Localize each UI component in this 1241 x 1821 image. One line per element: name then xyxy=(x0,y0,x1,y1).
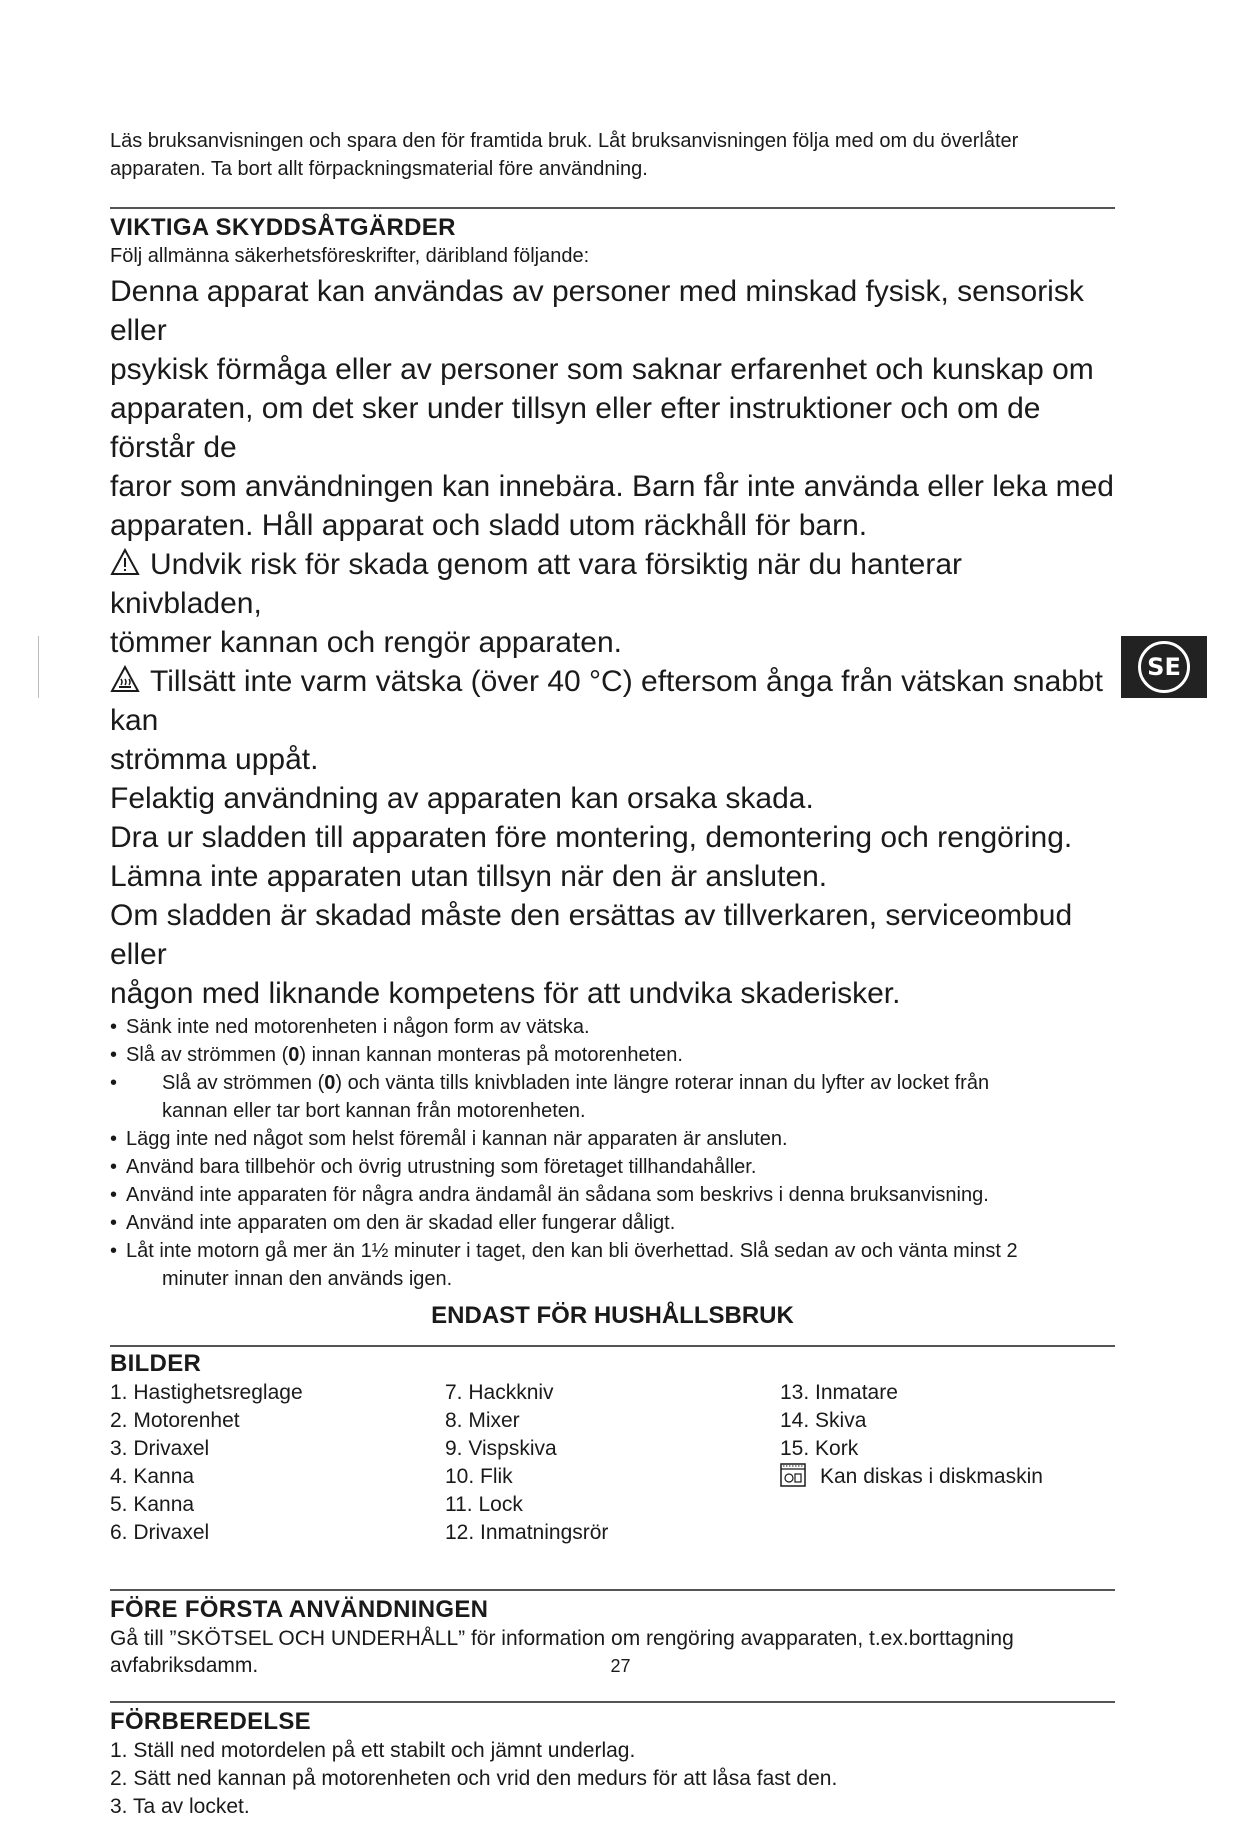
safety-line: psykisk förmåga eller av personer som saknar erfarenhet och kunskap om xyxy=(110,353,1094,386)
parts-column xyxy=(110,1379,445,1547)
list-item: 2. Sätt ned kannan på motorenheten och vrid den medurs för att låsa fast den. xyxy=(110,1767,838,1790)
list-item: • Slå av strömmen (0) innan kannan monteras på motorenheten. xyxy=(110,1044,683,1066)
safety-subheading: Följ allmänna säkerhetsföreskrifter, däribland följande: xyxy=(110,245,590,267)
list-item: • Sänk inte ned motorenheten i någon form av vätska. xyxy=(110,1016,590,1038)
safety-heading: VIKTIGA SKYDDSÅTGÄRDER xyxy=(110,214,456,241)
list-item: 13. Inmatare xyxy=(780,1381,898,1404)
list-item: • Använd inte apparaten för några andra ändamål än sådana som beskrivs i denna bruksanvisning. xyxy=(110,1184,989,1206)
list-item: 4. Kanna xyxy=(110,1465,195,1488)
list-item: 14. Skiva xyxy=(780,1409,867,1432)
intro-line: apparaten. Ta bort allt förpackningsmaterial före användning. xyxy=(110,158,648,180)
safety-paragraph xyxy=(110,272,1115,1013)
intro xyxy=(110,127,1115,183)
page-number: 27 xyxy=(610,1656,631,1676)
parts-list xyxy=(110,1379,1115,1547)
list-item: 3. Drivaxel xyxy=(110,1437,210,1460)
safety-line: Denna apparat kan användas av personer med minskad fysisk, sensorisk eller xyxy=(110,275,1084,347)
safety-line: apparaten, om det sker under tillsyn eller efter instruktioner och om de förstår de xyxy=(110,392,1041,464)
list-item: 10. Flik xyxy=(445,1465,513,1488)
safety-line: Lämna inte apparaten utan tillsyn när den är ansluten. xyxy=(110,860,828,893)
list-item: 15. Kork xyxy=(780,1437,859,1460)
safety-line: apparaten. Håll apparat och sladd utom räckhåll för barn. xyxy=(110,509,868,542)
first-use-line: Gå till ”SKÖTSEL OCH UNDERHÅLL” för information om rengöring avapparaten, t.ex.borttagning xyxy=(110,1627,1014,1650)
section-divider xyxy=(110,1589,1115,1591)
list-item: • Lägg inte ned något som helst föremål i kannan när apparaten är ansluten. xyxy=(110,1128,788,1150)
dishwasher-icon xyxy=(780,1463,806,1487)
list-item: 6. Drivaxel xyxy=(110,1521,210,1544)
hot-steam-warning-icon xyxy=(110,665,140,693)
list-item: 1. Ställ ned motordelen på ett stabilt och jämnt underlag. xyxy=(110,1739,636,1762)
list-item: 1. Hastighetsreglage xyxy=(110,1381,303,1404)
household-use-note: ENDAST FÖR HUSHÅLLSBRUK xyxy=(431,1302,794,1329)
list-item: 3. Ta av locket. xyxy=(110,1795,250,1818)
edge-mark xyxy=(38,636,39,698)
page-content xyxy=(110,127,1115,1821)
list-item: • Låt inte motorn gå mer än 1½ minuter i taget, den kan bli överhettad. Slå sedan av och vänta minst 2 minuter innan den används igen. xyxy=(110,1240,1018,1290)
language-code: SE xyxy=(1138,641,1190,693)
warning-hot-liquid xyxy=(110,662,1115,740)
list-item: • Använd inte apparaten om den är skadad eller fungerar dåligt. xyxy=(110,1212,676,1234)
preparation-section xyxy=(110,1707,1115,1821)
images-section xyxy=(110,1349,1115,1547)
list-item: 9. Vispskiva xyxy=(445,1437,557,1460)
warning-text: Undvik risk för skada genom att vara försiktig när du hanterar knivbladen, xyxy=(110,548,963,620)
safety-line: Dra ur sladden till apparaten före montering, demontering och rengöring. xyxy=(110,821,1073,854)
language-badge xyxy=(1121,636,1207,698)
warning-triangle-icon xyxy=(110,548,140,576)
safety-line: faror som användningen kan innebära. Barn får inte använda eller leka med xyxy=(110,470,1114,503)
list-item: 11. Lock xyxy=(445,1493,523,1516)
list-item: • Slå av strömmen (0) och vänta tills knivbladen inte längre roterar innan du lyfter av locket från kannan eller tar bort kannan från motorenheten. xyxy=(110,1072,990,1122)
preparation-heading: FÖRBEREDELSE xyxy=(110,1708,311,1735)
parts-column xyxy=(445,1379,780,1547)
safety-section xyxy=(110,213,1115,1331)
section-divider xyxy=(110,1701,1115,1703)
safety-line: strömma uppåt. xyxy=(110,743,319,776)
safety-line: Felaktig användning av apparaten kan orsaka skada. xyxy=(110,782,814,815)
first-use-line: avfabriksdamm. xyxy=(110,1654,259,1677)
safety-line: tömmer kannan och rengör apparaten. xyxy=(110,626,622,659)
list-item: 8. Mixer xyxy=(445,1409,520,1432)
safety-bullet-list xyxy=(110,1013,1115,1293)
preparation-steps xyxy=(110,1737,1115,1821)
dishwasher-note xyxy=(780,1463,1115,1491)
warning-blade xyxy=(110,545,1115,623)
safety-line: någon med liknande kompetens för att undvika skaderisker. xyxy=(110,977,901,1010)
section-divider xyxy=(110,1345,1115,1347)
intro-line: Läs bruksanvisningen och spara den för framtida bruk. Låt bruksanvisningen följa med om du överlåter xyxy=(110,130,1019,152)
list-item: 12. Inmatningsrör xyxy=(445,1521,609,1544)
section-divider xyxy=(110,207,1115,209)
list-item: • Använd bara tillbehör och övrig utrustning som företaget tillhandahåller. xyxy=(110,1156,757,1178)
parts-column xyxy=(780,1379,1115,1547)
images-heading: BILDER xyxy=(110,1350,202,1377)
list-item: 7. Hackkniv xyxy=(445,1381,554,1404)
first-use-heading: FÖRE FÖRSTA ANVÄNDNINGEN xyxy=(110,1596,489,1623)
list-item: 5. Kanna xyxy=(110,1493,195,1516)
safety-line: Om sladden är skadad måste den ersättas av tillverkaren, serviceombud eller xyxy=(110,899,1073,971)
dishwasher-label: Kan diskas i diskmaskin xyxy=(820,1465,1043,1488)
list-item: 2. Motorenhet xyxy=(110,1409,240,1432)
warning-text: Tillsätt inte varm vätska (över 40 °C) eftersom ånga från vätskan snabbt kan xyxy=(110,665,1103,737)
